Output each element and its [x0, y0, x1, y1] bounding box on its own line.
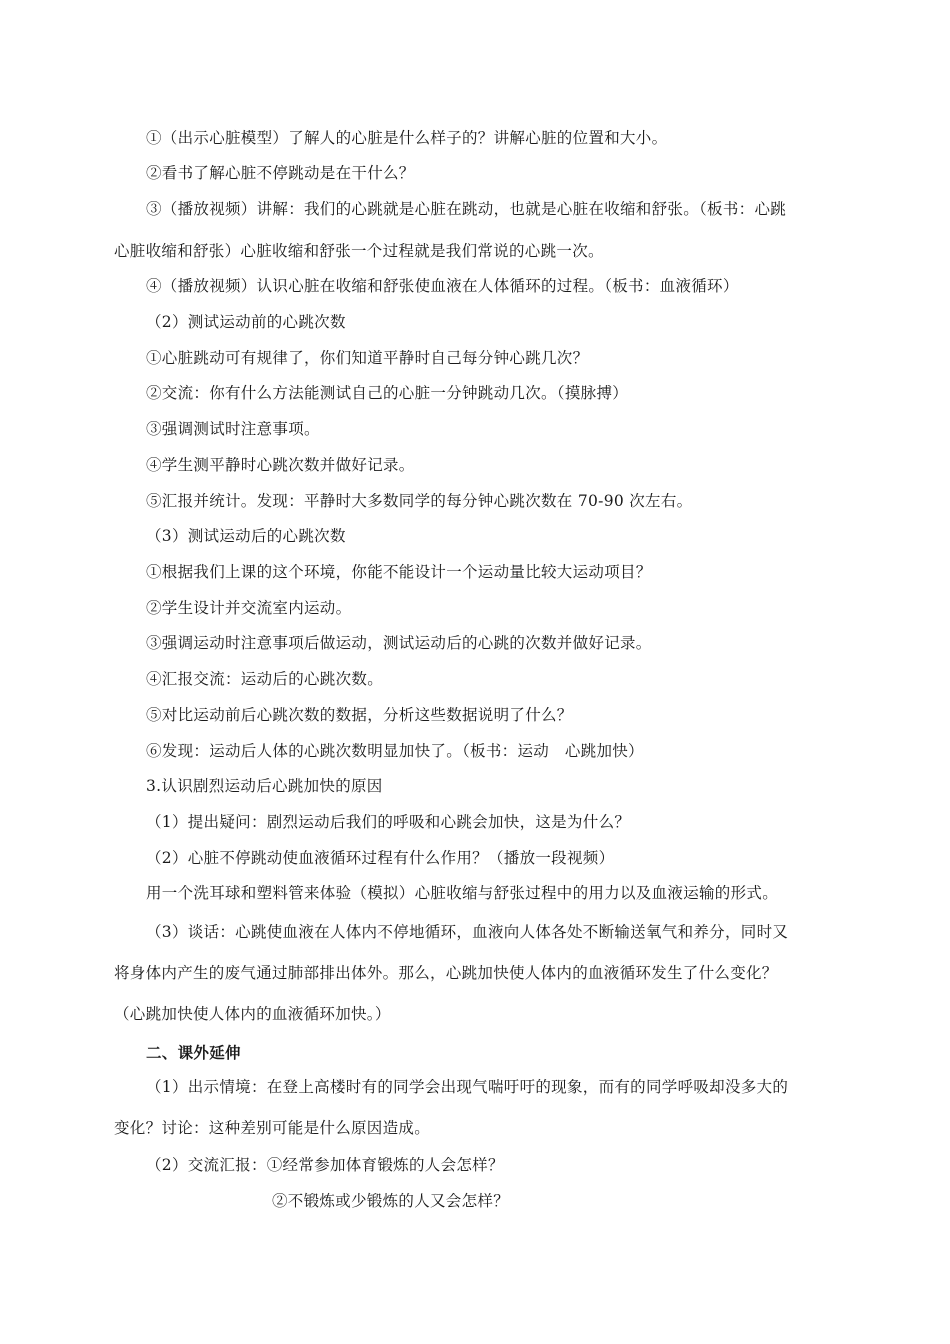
text-line: 将身体内产生的废气通过肺部排出体外。那么，心跳加快使人体内的血液循环发生了什么变化？: [114, 964, 778, 982]
text-line: ③强调测试时注意事项。: [146, 420, 320, 438]
section-subheading: （3）测试运动后的心跳次数: [146, 527, 346, 545]
text-line: 用一个洗耳球和塑料管来体验（模拟）心脏收缩与舒张过程中的用力以及血液运输的形式。: [146, 884, 779, 902]
text-line: ②不锻炼或少锻炼的人又会怎样？: [272, 1192, 510, 1210]
text-line: ①心脏跳动可有规律了，你们知道平静时自己每分钟心跳几次？: [146, 349, 589, 367]
text-line: （2）交流汇报：①经常参加体育锻炼的人会怎样？: [146, 1156, 504, 1174]
text-line: ④汇报交流：运动后的心跳次数。: [146, 670, 384, 688]
text-line: ④学生测平静时心跳次数并做好记录。: [146, 456, 415, 474]
text-line: （3）谈话：心跳使血液在人体内不停地循环，血液向人体各处不断输送氧气和养分，同时又: [146, 923, 789, 941]
text-line: ①（出示心脏模型）了解人的心脏是什么样子的？讲解心脏的位置和大小。: [146, 129, 668, 147]
section-subheading: （2）测试运动前的心跳次数: [146, 313, 346, 331]
text-line: 变化？讨论：这种差别可能是什么原因造成。: [114, 1119, 431, 1137]
text-line: （2）心脏不停跳动使血液循环过程有什么作用？（播放一段视频）: [146, 849, 615, 867]
text-line: ⑤对比运动前后心跳次数的数据，分析这些数据说明了什么？: [146, 706, 573, 724]
section-subheading: 3.认识剧烈运动后心跳加快的原因: [146, 777, 383, 795]
text-line: （1）提出疑问：剧烈运动后我们的呼吸和心跳会加快，这是为什么？: [146, 813, 631, 831]
text-line: （1）出示情境：在登上高楼时有的同学会出现气喘吁吁的现象，而有的同学呼吸却没多大的: [146, 1078, 789, 1096]
section-heading: 二、课外延伸: [146, 1043, 241, 1062]
text-line: 心脏收缩和舒张）心脏收缩和舒张一个过程就是我们常说的心跳一次。: [114, 242, 604, 260]
text-line: （心跳加快使人体内的血液循环加快。）: [114, 1005, 391, 1023]
text-line: ②学生设计并交流室内运动。: [146, 599, 352, 617]
text-line: ②交流：你有什么方法能测试自己的心脏一分钟跳动几次。（摸脉搏）: [146, 384, 629, 402]
text-line: ②看书了解心脏不停跳动是在干什么？: [146, 164, 415, 182]
text-line: ①根据我们上课的这个环境，你能不能设计一个运动量比较大运动项目？: [146, 563, 652, 581]
text-line: ⑤汇报并统计。发现：平静时大多数同学的每分钟心跳次数在 70-90 次左右。: [146, 492, 693, 510]
text-line: ③（播放视频）讲解：我们的心跳就是心脏在跳动，也就是心脏在收缩和舒张。（板书：心跳: [146, 200, 787, 218]
text-line: ③强调运动时注意事项后做运动，测试运动后的心跳的次数并做好记录。: [146, 634, 652, 652]
text-line: ⑥发现：运动后人体的心跳次数明显加快了。（板书：运动 心跳加快）: [146, 742, 644, 760]
text-line: ④（播放视频）认识心脏在收缩和舒张使血液在人体循环的过程。（板书：血液循环）: [146, 277, 739, 295]
